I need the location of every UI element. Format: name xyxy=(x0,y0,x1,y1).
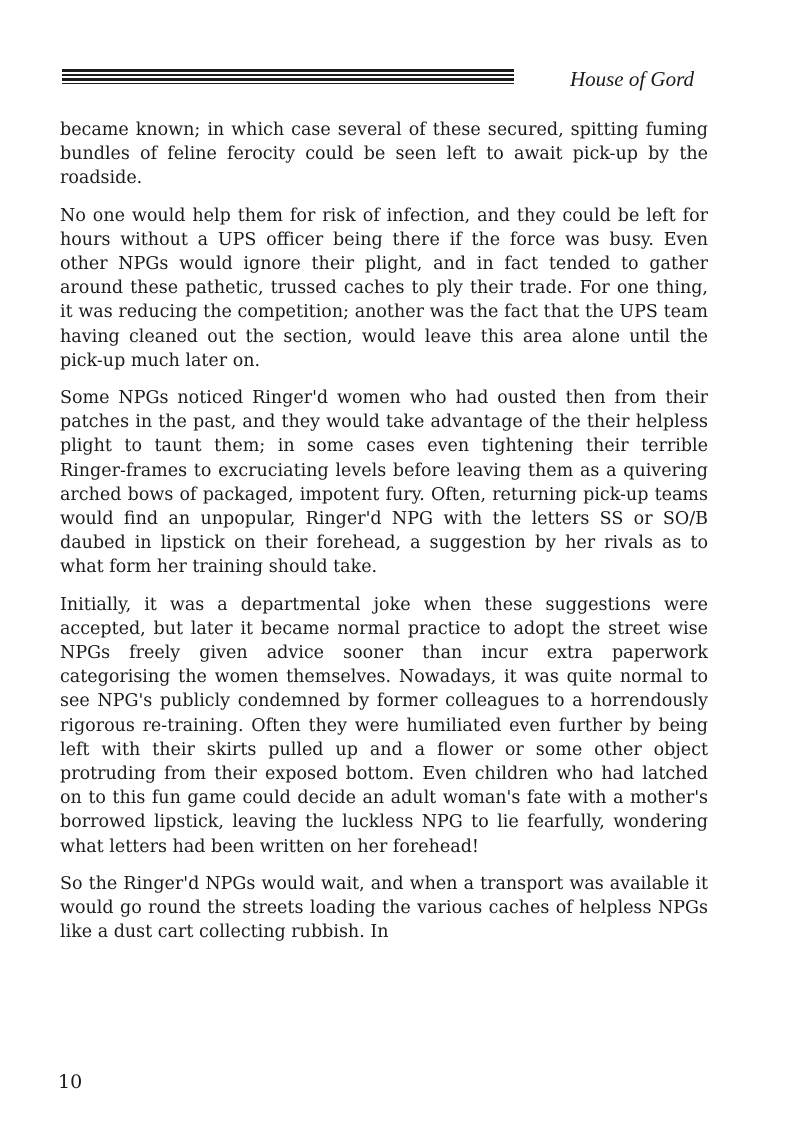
running-header xyxy=(62,66,694,96)
page-number: 10 xyxy=(58,1071,83,1093)
header-rule xyxy=(62,78,514,81)
header-rule xyxy=(62,74,514,76)
header-rule xyxy=(62,69,514,72)
body-text xyxy=(60,118,708,958)
header-rule-lines xyxy=(62,69,514,85)
paragraph: Some NPGs noticed Ringer'd women who had ousted then from their patches in the past, and they would take advantage of the their helpless plight to taunt them; in some cases even tightening their terrible Ringer-frames to excruciating levels before leaving them as a quivering arched bows of packaged, impotent fury. Often, returning pick-up teams would find an unpopular, Ringer'd NPG with the letters SS or SO/B daubed in lipstick on their forehead, a suggestion by her rivals as to what form her training should take. xyxy=(60,388,708,578)
header-rule xyxy=(62,83,514,84)
paragraph: became known; in which case several of these secured, spitting fuming bundles of feline ferocity could be seen left to await pick-up by the roadside. xyxy=(60,120,708,189)
paragraph: No one would help them for risk of infection, and they could be left for hours without a UPS officer being there if the force was busy. Even other NPGs would ignore their plight, and in fact tended to gather around these pathetic, trussed caches to ply their trade. For one thing, it was reducing the competition; another was the fact that the UPS team having cleaned out the section, would leave this area alone until the pick-up much later on. xyxy=(60,205,708,371)
paragraph: Initially, it was a departmental joke when these suggestions were accepted, but later it became normal practice to adopt the street wise NPGs freely given advice sooner than incur extra paperwork categorising the women themselves. Nowadays, it was quite normal to see NPG's publicly condemned by former colleagues to a horrendously rigorous re-training. Often they were humiliated even further by being left with their skirts pulled up and a flower or some other object protruding from their exposed bottom. Even children who had latched on to this fun game could decide an adult woman's fate with a mother's borrowed lipstick, leaving the luckless NPG to lie fearfully, wondering what letters had been written on her forehead! xyxy=(60,594,708,857)
running-title: House of Gord xyxy=(569,67,694,91)
paragraph: So the Ringer'd NPGs would wait, and when a transport was available it would go round the streets loading the various caches of helpless NPGs like a dust cart collecting rubbish. In xyxy=(60,873,708,943)
